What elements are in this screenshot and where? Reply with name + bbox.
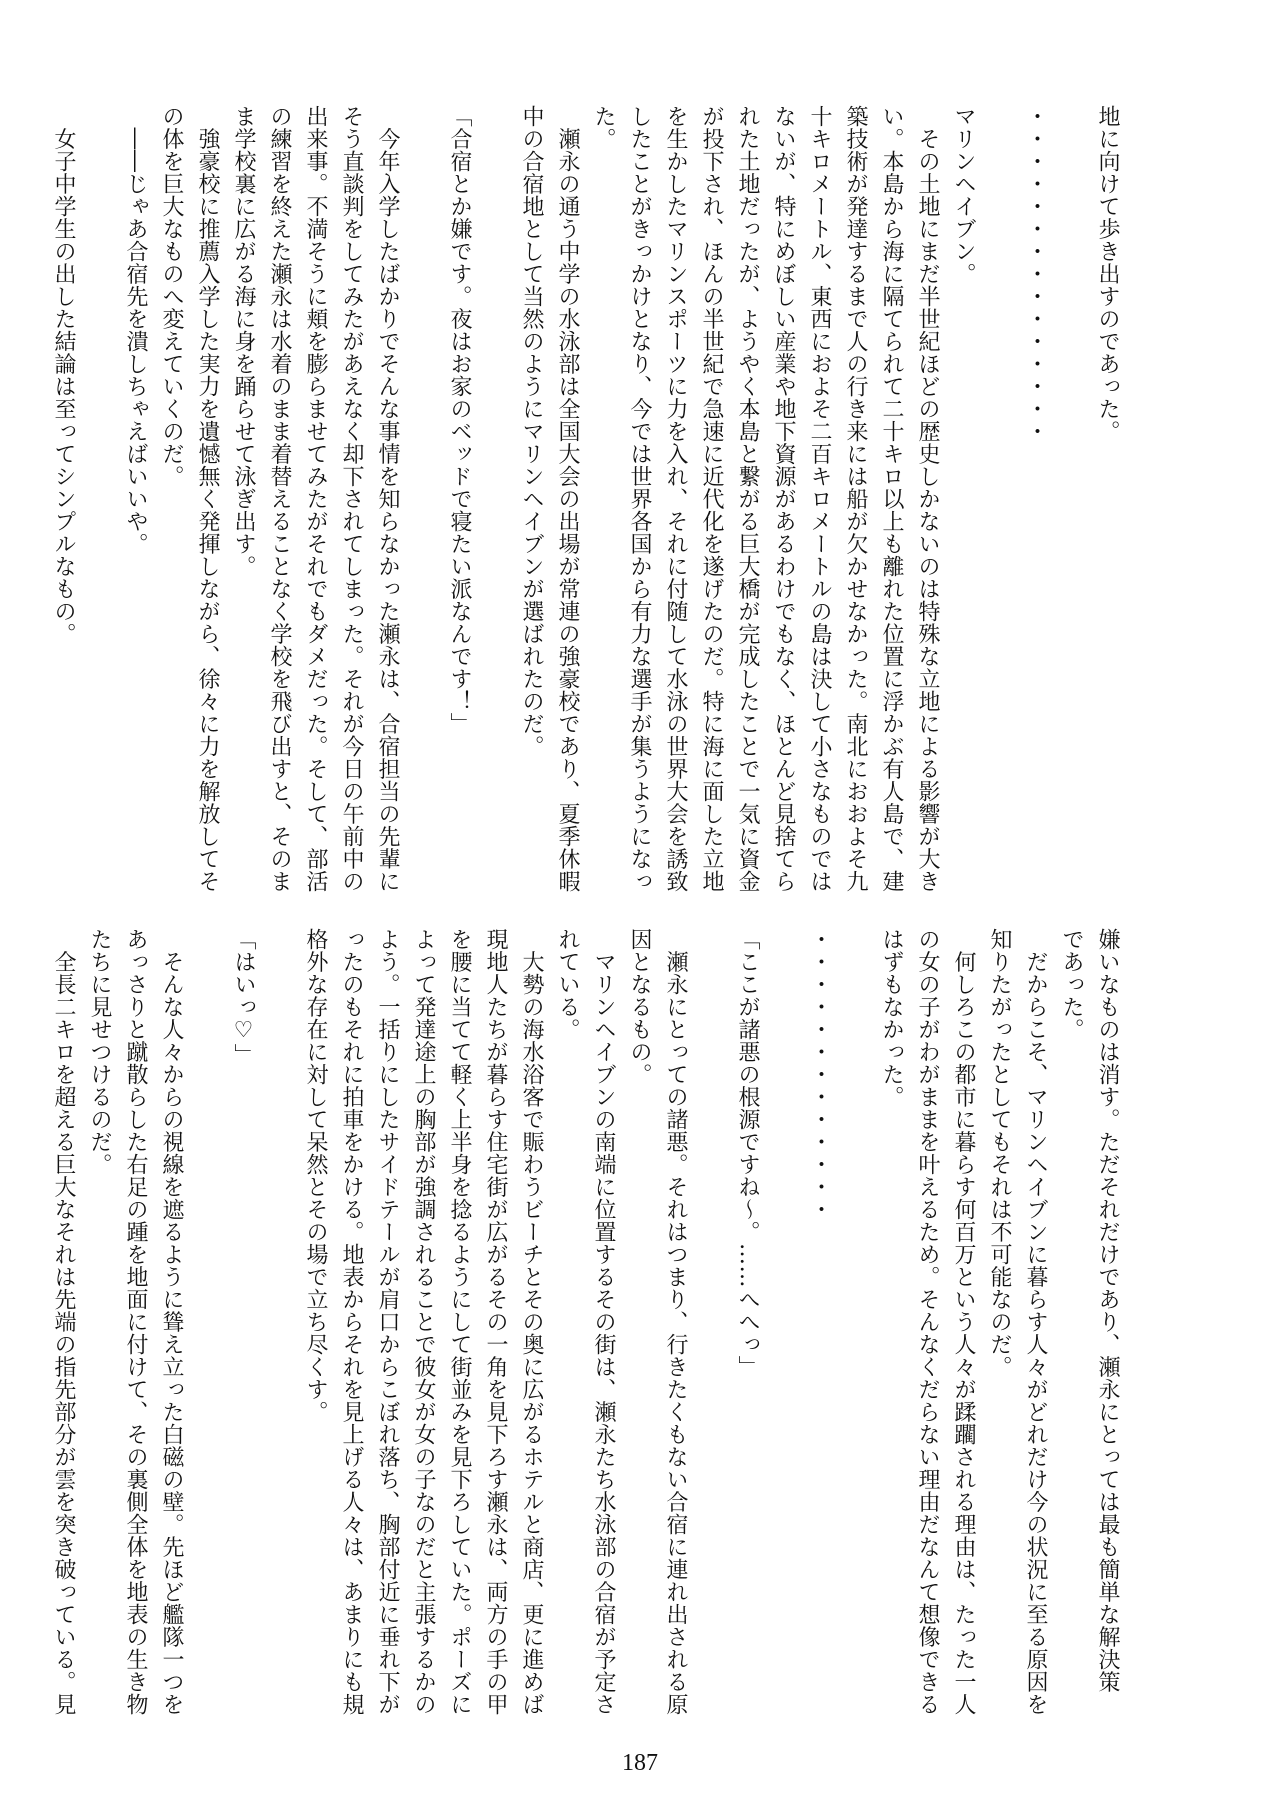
lower-text-block <box>51 928 1125 1716</box>
text-line: 大勢の海水浴客で賑わうビーチとその奥に広がるホテルと商店、更に進めば <box>519 928 544 1716</box>
text-line: その土地にまだ半世紀ほどの歴史しかないのは特殊な立地による影響が大き <box>915 105 940 893</box>
text-line: そんな人々からの視線を遮るように聳え立った白磁の壁。先ほど艦隊一つを <box>159 928 184 1716</box>
text-line: 「合宿とか嫌です。夜はお家のベッドで寝たい派なんです！」 <box>447 105 472 735</box>
text-line <box>477 105 513 865</box>
text-line: の体を巨大なものへ変えていくのだ。 <box>159 105 184 488</box>
text-line <box>81 105 117 865</box>
text-line <box>189 928 225 1688</box>
text-line <box>693 928 729 1688</box>
text-line: よって発達途上の胸部が強調されることで彼女が女の子なのだと主張するかの <box>411 928 436 1716</box>
text-line: あっさりと蹴散らした右足の踵を地面に付けて、その裏側全体を地表の生き物 <box>123 928 148 1716</box>
text-line: よう。一括りにしたサイドテールが肩口からこぼれ落ち、胸部付近に垂れ下が <box>375 928 400 1716</box>
text-line <box>981 105 1017 865</box>
text-line: 何しろこの都市に暮らす何百万という人々が蹂躙される理由は、たった一人 <box>951 928 976 1716</box>
text-line: を生かしたマリンスポーツに力を入れ、それに付随して水泳の世界大会を誘致 <box>663 105 688 893</box>
text-line: が投下され、ほんの半世紀で急速に近代化を遂げたのだ。特に海に面した立地 <box>699 105 724 893</box>
text-line: はずもなかった。 <box>879 928 904 1108</box>
text-line: 中の合宿地として当然のようにマリンヘイブンが選ばれたのだ。 <box>519 105 544 758</box>
text-line: 「ここが諸悪の根源ですね～。……へへっ」 <box>735 928 760 1378</box>
text-line: ないが、特にめぼしい産業や地下資源があるわけでもなく、ほとんど見捨てら <box>771 105 796 893</box>
text-line: 全長二キロを超える巨大なそれは先端の指先部分が雲を突き破っている。見 <box>51 928 76 1716</box>
text-line <box>405 105 441 865</box>
text-line: 格外な存在に対して呆然とその場で立ち尽くす。 <box>303 928 328 1423</box>
text-line: したことがきっかけとなり、今では世界各国から有力な選手が集うようになっ <box>627 105 652 893</box>
text-line: 嫌いなものは消す。ただそれだけであり、瀬永にとっては最も簡単な解決策 <box>1095 928 1120 1693</box>
text-line: マリンヘイブン。 <box>951 105 976 285</box>
text-line: 因となるもの。 <box>627 928 652 1086</box>
text-line: 「はいっ♡」 <box>231 928 256 1066</box>
text-line: だからこそ、マリンヘイブンに暮らす人々がどれだけ今の状況に至る原因を <box>1023 928 1048 1716</box>
text-line <box>837 928 873 1688</box>
upper-text-block <box>51 105 1125 893</box>
text-line: れている。 <box>555 928 580 1041</box>
text-line: の練習を終えた瀬永は水着のまま着替えることなく学校を飛び出すと、そのま <box>267 105 292 893</box>
text-line: 築技術が発達するまで人の行き来には船が欠かせなかった。南北におおよそ九 <box>843 105 868 893</box>
text-line: たちに見せつけるのだ。 <box>87 928 112 1176</box>
text-line: れた土地だったが、ようやく本島と繋がる巨大橋が完成したことで一気に資金 <box>735 105 760 893</box>
text-line: 地に向けて歩き出すのであった。 <box>1095 105 1120 443</box>
text-line: 瀬永の通う中学の水泳部は全国大会の出場が常連の強豪校であり、夏季休暇 <box>555 105 580 893</box>
text-line: マリンヘイブンの南端に位置するその街は、瀬永たち水泳部の合宿が予定さ <box>591 928 616 1716</box>
page-number: 187 <box>622 1750 658 1776</box>
text-line: ったのもそれに拍車をかける。地表からそれを見上げる人々は、あまりにも規 <box>339 928 364 1716</box>
text-line: 知りたがったとしてもそれは不可能なのだ。 <box>987 928 1012 1378</box>
text-line: 強豪校に推薦入学した実力を遺憾無く発揮しながら、徐々に力を解放してそ <box>195 105 220 893</box>
text-line: 今年入学したばかりでそんな事情を知らなかった瀬永は、合宿担当の先輩に <box>375 105 400 893</box>
text-line: ・・・・・・・・・・・・・ <box>807 928 832 1221</box>
text-line: 出来事。不満そうに頬を膨らませてみたがそれでもダメだった。そして、部活 <box>303 105 328 893</box>
text-line: ――じゃあ合宿先を潰しちゃえばいいや。 <box>123 105 148 555</box>
text-line: 瀬永にとっての諸悪。それはつまり、行きたくもない合宿に連れ出される原 <box>663 928 688 1716</box>
text-line: そう直談判をしてみたがあえなく却下されてしまった。それが今日の午前中の <box>339 105 364 893</box>
text-line <box>261 928 297 1688</box>
text-line: い。本島から海に隔てられて二十キロ以上も離れた位置に浮かぶ有人島で、建 <box>879 105 904 893</box>
text-line <box>1053 105 1089 865</box>
text-line: ま学校裏に広がる海に身を踊らせて泳ぎ出す。 <box>231 105 256 578</box>
text-line <box>765 928 801 1688</box>
text-line: の女の子がわがままを叶えるため。そんなくだらない理由だなんて想像できる <box>915 928 940 1716</box>
text-line: を腰に当てて軽く上半身を捻るようにして街並みを見下ろしていた。ポーズに <box>447 928 472 1716</box>
text-line: た。 <box>591 105 616 150</box>
text-line: ・・・・・・・・・・・・・・・ <box>1023 105 1048 443</box>
text-line: 現地人たちが暮らす住宅街が広がるその一角を見下ろす瀬永は、両方の手の甲 <box>483 928 508 1716</box>
text-line: 女子中学生の出した結論は至ってシンプルなもの。 <box>51 105 76 645</box>
text-line: 十キロメートル、東西におよそ二百キロメートルの島は決して小さなものでは <box>807 105 832 893</box>
text-line: であった。 <box>1059 928 1084 1041</box>
